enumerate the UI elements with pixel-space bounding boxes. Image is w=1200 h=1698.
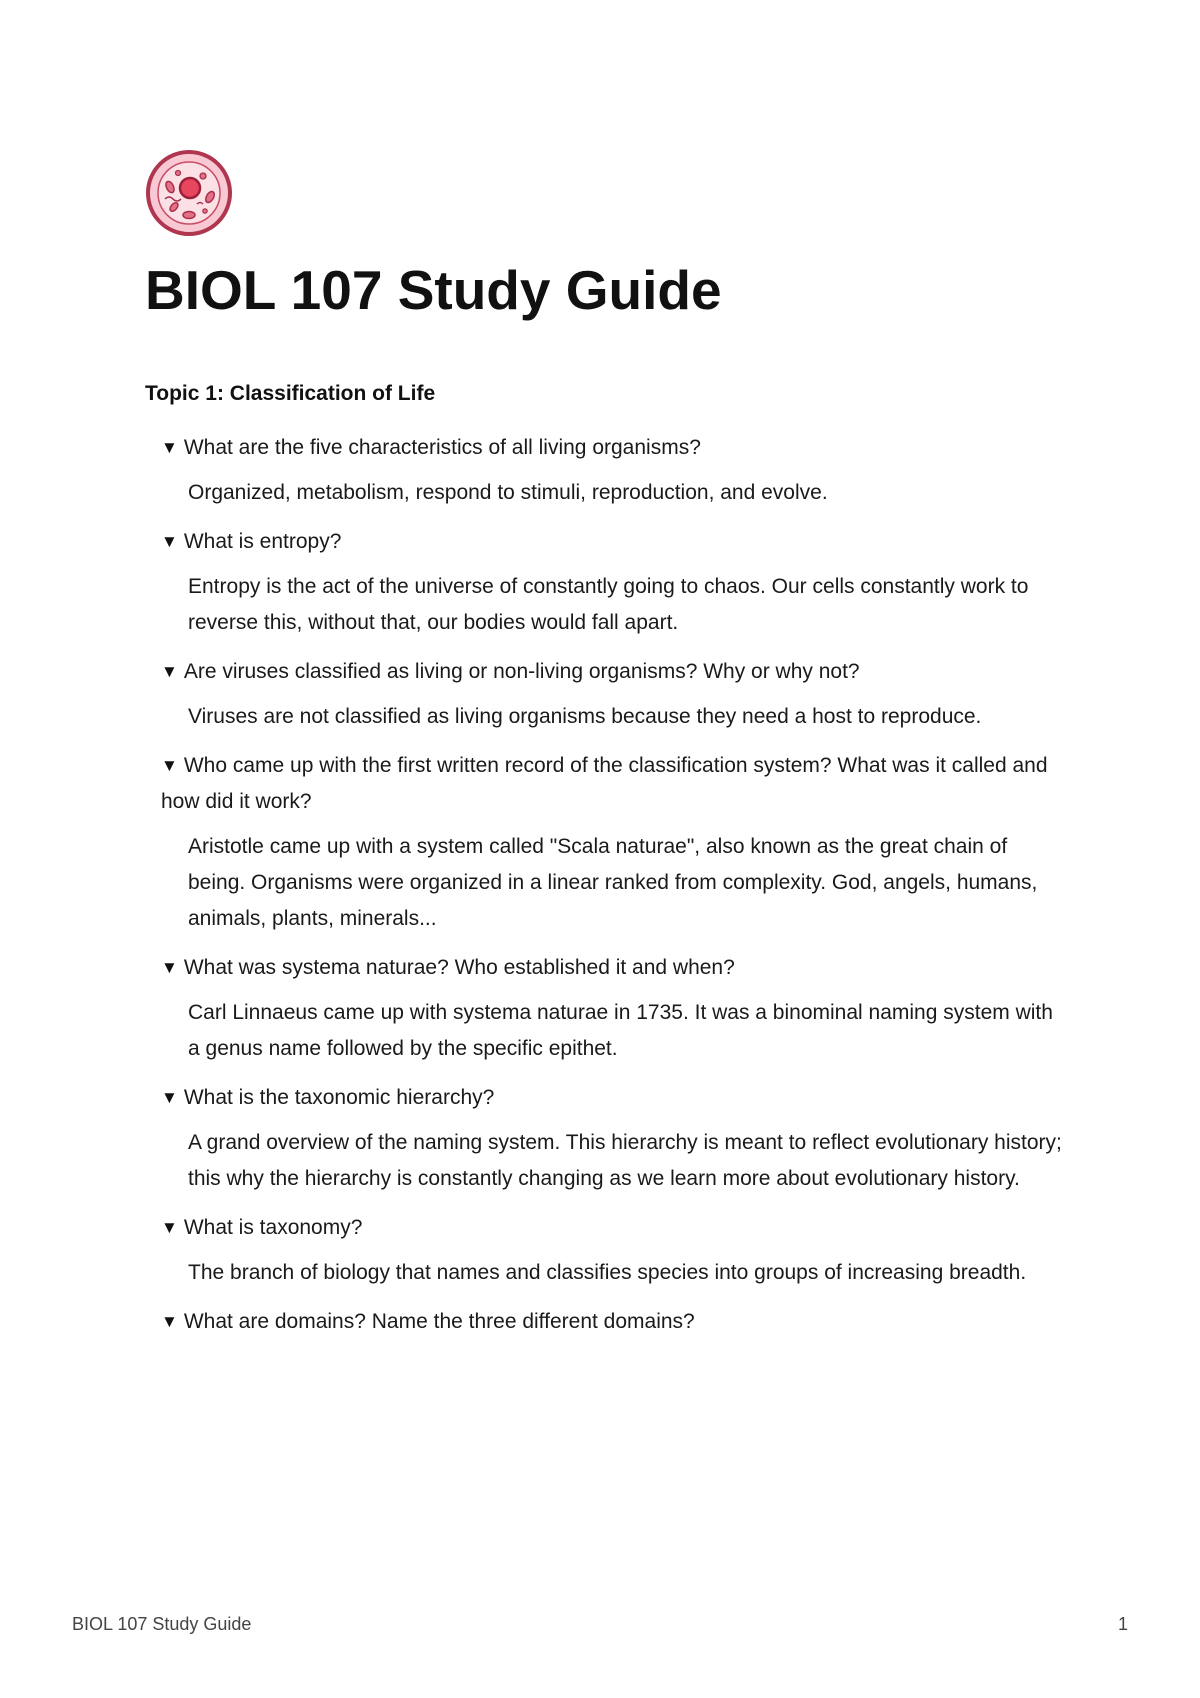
footer-title: BIOL 107 Study Guide bbox=[72, 1614, 252, 1634]
question-row[interactable] bbox=[161, 950, 1065, 986]
question-row[interactable] bbox=[161, 654, 1065, 690]
toggle-block bbox=[161, 1304, 1065, 1340]
topic-heading: Topic 1: Classification of Life bbox=[145, 382, 436, 405]
answer-text: Viruses are not classified as living organisms because they need a host to reproduce. bbox=[188, 705, 982, 728]
question-row[interactable] bbox=[161, 524, 1065, 560]
question-row[interactable] bbox=[161, 1304, 1065, 1340]
answer-text: The branch of biology that names and classifies species into groups of increasing breadth. bbox=[188, 1261, 1027, 1284]
question-row[interactable] bbox=[161, 1210, 1065, 1246]
toggle-arrow-icon[interactable]: ▼ bbox=[161, 958, 178, 977]
answer-text: Aristotle came up with a system called "Scala naturae", also known as the great chain of being. Organisms were organized in a linear ranked from complexity. God, angels, humans, animals, plants, minerals... bbox=[188, 835, 1038, 930]
answer-text: A grand overview of the naming system. This hierarchy is meant to reflect evolutionary history; this why the hierarchy is constantly changing as we learn more about evolutionary history. bbox=[188, 1131, 1062, 1190]
question-row[interactable] bbox=[161, 1080, 1065, 1116]
toggle-arrow-icon[interactable]: ▼ bbox=[161, 662, 178, 681]
toggle-arrow-icon[interactable]: ▼ bbox=[161, 1218, 178, 1237]
study-guide-content bbox=[145, 376, 1065, 1353]
question-text: What are domains? Name the three different domains? bbox=[183, 1310, 695, 1333]
toggle-arrow-icon[interactable]: ▼ bbox=[161, 1312, 178, 1331]
toggle-block bbox=[161, 1210, 1065, 1291]
question-text: What are the five characteristics of all living organisms? bbox=[183, 436, 701, 459]
answer-text: Organized, metabolism, respond to stimuli, reproduction, and evolve. bbox=[188, 481, 828, 504]
toggle-block bbox=[161, 950, 1065, 1067]
toggle-block bbox=[161, 748, 1065, 937]
toggle-block bbox=[161, 524, 1065, 641]
answer-text: Carl Linnaeus came up with systema naturae in 1735. It was a binominal naming system with a genus name followed by the specific epithet. bbox=[188, 1001, 1053, 1060]
page-title: BIOL 107 Study Guide bbox=[145, 259, 722, 321]
toggle-arrow-icon[interactable]: ▼ bbox=[161, 532, 178, 551]
question-text: What was systema naturae? Who established it and when? bbox=[183, 956, 735, 979]
toggle-block bbox=[161, 1080, 1065, 1197]
toggle-arrow-icon[interactable]: ▼ bbox=[161, 756, 178, 775]
toggle-block bbox=[161, 430, 1065, 511]
answer-text: Entropy is the act of the universe of constantly going to chaos. Our cells constantly work to reverse this, without that, our bodies would fall apart. bbox=[188, 575, 1029, 634]
toggle-arrow-icon[interactable]: ▼ bbox=[161, 438, 178, 457]
question-text: What is entropy? bbox=[183, 530, 342, 553]
cell-icon bbox=[145, 149, 233, 237]
question-row[interactable] bbox=[161, 430, 1065, 466]
question-row[interactable] bbox=[161, 748, 1065, 820]
question-text: What is the taxonomic hierarchy? bbox=[183, 1086, 495, 1109]
toggle-block bbox=[161, 654, 1065, 735]
question-text: Who came up with the first written record of the classification system? What was it called and how did it work? bbox=[161, 754, 1048, 813]
question-text: What is taxonomy? bbox=[183, 1216, 363, 1239]
page-number: 1 bbox=[1117, 1614, 1128, 1634]
question-text: Are viruses classified as living or non-living organisms? Why or why not? bbox=[183, 660, 860, 683]
toggle-arrow-icon[interactable]: ▼ bbox=[161, 1088, 178, 1107]
